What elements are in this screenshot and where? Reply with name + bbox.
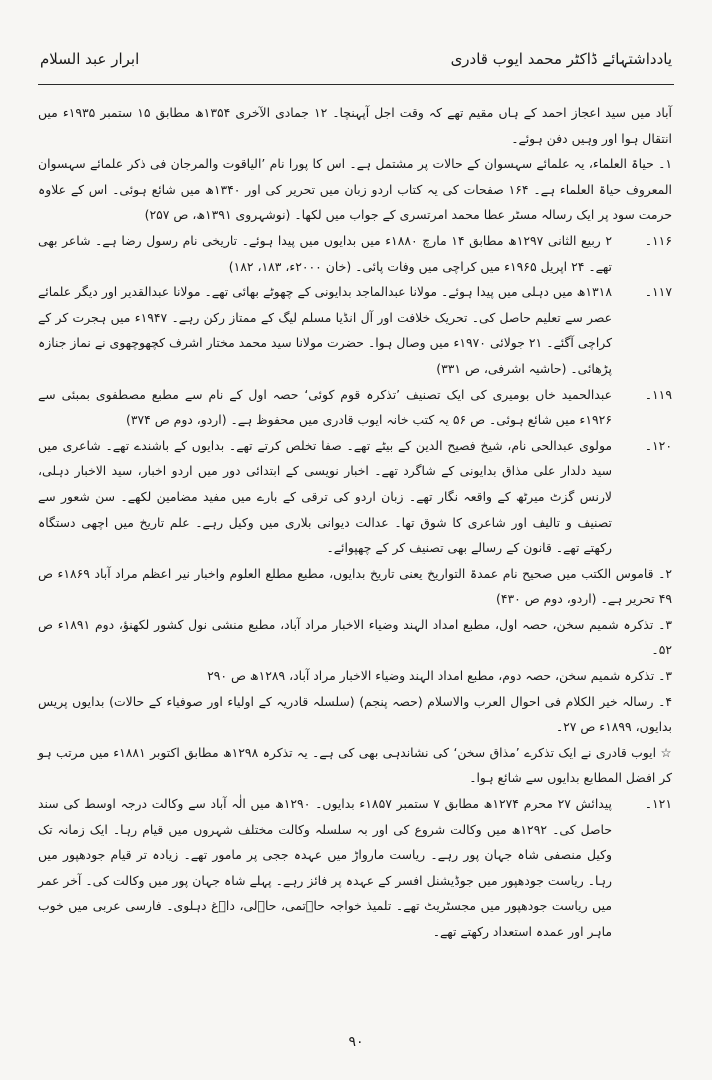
note-paragraph: ۳۔ تذکرہ شمیم سخن، حصہ اول، مطبع امداد الہند وضیاء الاخبار مراد آباد، مطبع منشی نول کشور لکھنؤ، دوم ۱۸۹۱ء ص ۵۲۔ xyxy=(38,616,672,658)
running-header xyxy=(40,50,672,68)
entry-117 xyxy=(38,279,672,381)
page-body xyxy=(38,100,672,945)
intro-paragraph: آباد میں سید اعجاز احمد کے ہاں مقیم تھے کہ وقت اجل آپہنچا۔ ۱۲ جمادی الآخری ۱۳۵۴ھ مطابق ۱۵ ستمبر ۱۹۳۵ء میں انتقال ہوا اور وہیں دفن ہوئے۔ xyxy=(38,105,672,146)
entry-number: ۱۱۹۔ xyxy=(644,386,672,402)
note-paragraph: ۳۔ تذکرہ شمیم سخن، حصہ دوم، مطبع امداد الہند وضیاء الاخبار مراد آباد، ۱۲۸۹ھ ص ۲۹۰ xyxy=(207,668,672,684)
note-paragraph: ۲۔ قاموس الکتب میں صحیح نام عمدۃ التواریخ یعنی تاریخ بدایوں، مطبع مطلع العلوم واخبار نیر اعظم مراد آباد ۱۸۶۹ء ص ۴۹ تحریر ہے۔ (اردو، دوم ص ۴۳۰) xyxy=(38,565,672,607)
entry-120 xyxy=(38,433,672,561)
entry-number: ۱۱۷۔ xyxy=(644,284,672,300)
header-author: ابرار عبد السلام xyxy=(40,50,140,68)
footnote-paragraph: ۱۔ حیاۃ العلماء، یہ علمائے سہسوان کے حالات پر مشتمل ہے۔ اس کا پورا نام ’الیاقوت والمرجان فی ذکر علمائے سہسوان المعروف حیاۃ العلماء ہے۔ ۱۶۴ صفحات کی یہ کتاب اردو زبان میں تحریر کی اور ۱۳۴۰ھ میں شائع ہوئی۔ اس کے علاوہ حرمت سود پر ایک رسالہ مسٹر عطا محمد امرتسری کے جواب میں لکھا۔ (نوشہروی ۱۳۹۱ھ، ص ۲۵۷) xyxy=(38,156,673,223)
entry-number: ۱۱۶۔ xyxy=(644,232,672,248)
note-paragraph: ۴۔ رسالہ خیر الکلام فی احوال العرب والاسلام (حصہ پنجم) (سلسلہ قادریہ کے اولیاء اور صوفیاء کے حالات) بدایوں پریس بدایوں، ۱۸۹۹ء ص ۲۷۔ xyxy=(38,693,672,735)
entry-119 xyxy=(38,382,672,433)
entry-text: پیدائش ۲۷ محرم ۱۲۷۴ھ مطابق ۷ ستمبر ۱۸۵۷ء بدایوں۔ ۱۲۹۰ھ میں الٰہ آباد سے وکالت درجہ اوسط کی سند حاصل کی۔ ۱۲۹۲ھ میں وکالت شروع کی اور بہ سلسلہ وکالت مختلف شہروں میں قیام رہا۔ ایک زمانہ تک وکیل منصفی شاہ جہان پور رہے۔ ریاست مارواڑ میں عہدہ ججی پر مامور تھے۔ زیادہ تر قیام جودھپور میں رہا۔ ریاست جودھپور میں جوڈیشنل افسر کے عہدہ پر فائز رہے۔ پہلے شاہ جہان پور میں وکالت کی۔ آخر عمر میں ریاست جودھپور میں مجسٹریٹ تھے۔ تلمیذ خواجہ حاؔتمی، حاؔلی، داؔغ دہلوی۔ فارسی عربی میں خوب ماہر اور عمدہ استعداد رکھتے تھے۔ xyxy=(38,796,612,939)
page-number: ۹۰ xyxy=(348,1034,364,1050)
entry-text: عبدالحمید خاں بومیری کی ایک تصنیف ’تذکرہ قوم کوئی‘ حصہ اول کے نام سے مطبع مصطفوی بمبئی سے ۱۹۲۶ء میں شائع ہوئی۔ ص ۵۶ یہ کتب خانہ ایوب قادری میں محفوظ ہے۔ (اردو، دوم ص ۳۷۴) xyxy=(38,386,612,428)
header-rule xyxy=(38,84,674,85)
entry-text: مولوی عبدالحی نام، شیخ فصیح الدین کے بیٹے تھے۔ صفا تخلص کرتے تھے۔ بدایوں کے باشندے تھے۔ شاعری میں سید دلدار علی مذاق بدایونی کے شاگرد تھے۔ اخبار نویسی کے ابتدائی دور میں اردو اخبار، سید الاخبار دہلی، لارنس گزٹ میرٹھ کے واقعہ نگار تھے۔ زبان اردو کی ترقی کے بارے میں مفید مضامین لکھے۔ سن شعور سے تصنیف و تالیف اور شاعری کا شوق تھا۔ عدالت دیوانی بلاری میں وکیل رہے۔ علم تاریخ میں اچھی دستگاہ رکھتے تھے۔ قانون کے رسالے بھی تصنیف کر کے چھپوائے۔ xyxy=(38,437,612,556)
entry-number: ۱۲۱۔ xyxy=(644,796,672,812)
entry-121 xyxy=(38,791,672,945)
header-book-title: یادداشتہائے ڈاکٹر محمد ایوب قادری xyxy=(450,50,672,68)
entry-text: ۲ ربیع الثانی ۱۲۹۷ھ مطابق ۱۴ مارچ ۱۸۸۰ء میں بدایوں میں پیدا ہوئے۔ تاریخی نام رسول رضا ہے۔ شاعر بھی تھے۔ ۲۴ اپریل ۱۹۶۵ء میں کراچی میں وفات پائی۔ (خان ۲۰۰۰ء، ۱۸۳، ۱۸۲) xyxy=(38,232,612,274)
entry-text: ۱۳۱۸ھ میں دہلی میں پیدا ہوئے۔ مولانا عبدالماجد بدایونی کے چھوٹے بھائی تھے۔ مولانا عبدالقدیر اور دیگر علمائے عصر سے تعلیم حاصل کی۔ تحریک خلافت اور آل انڈیا مسلم لیگ کے ممتاز رکن رہے۔ ۱۹۴۷ء میں ہجرت کر کے کراچی آگئے۔ ۲۱ جولائی ۱۹۷۰ء میں وصال ہوا۔ حضرت مولانا سید محمد مختار اشرف کچھوچھوی نے نماز جنازہ پڑھائی۔ (حاشیہ اشرفی، ص ۳۳۱) xyxy=(38,284,613,376)
entry-116 xyxy=(38,228,672,279)
note-paragraph: ☆ ایوب قادری نے ایک تذکرے ’مذاق سخن‘ کی نشاندہی بھی کی ہے۔ یہ تذکرہ ۱۲۹۸ھ مطابق اکتوبر ۱۸۸۱ء میں مرتب ہو کر افضل المطابع بدایوں سے شائع ہوا۔ xyxy=(38,744,672,786)
entry-number: ۱۲۰۔ xyxy=(644,437,672,453)
